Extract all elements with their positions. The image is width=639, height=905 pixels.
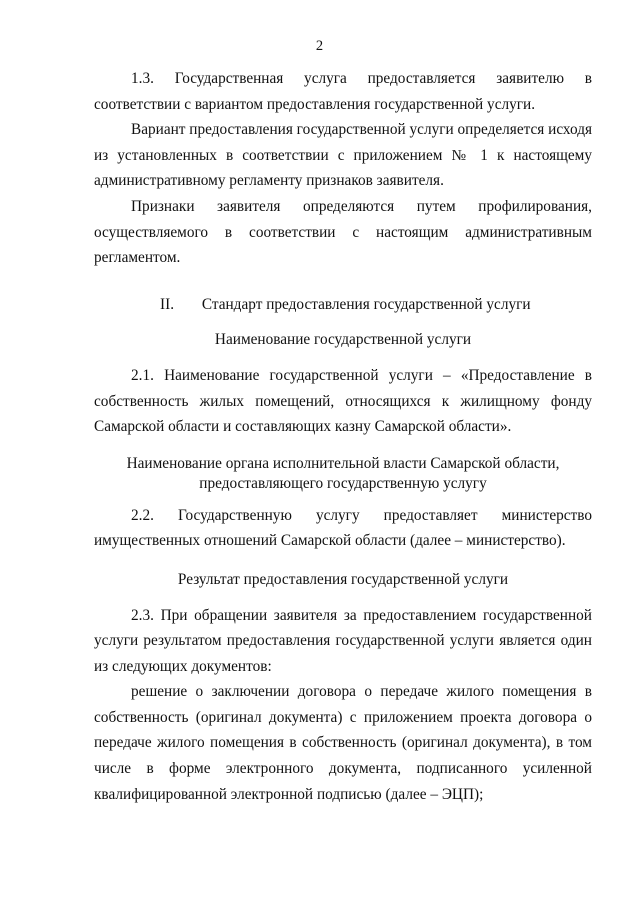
paragraph-1-3: 1.3. Государственная услуга предоставляется заявителю в соответствии с вариантом предоставления государственной услуги. (94, 70, 592, 113)
section-title-text: Стандарт предоставления государственной услуги (201, 295, 531, 313)
paragraph-2-3: 2.3. При обращении заявителя за предоставлением государственной услуги результатом предоставления государственной услуги является один из следующих документов: (94, 606, 592, 675)
page-number: 2 (315, 38, 324, 54)
paragraph-2-1: 2.1. Наименование государственной услуги – «Предоставление в собственность жилых помещений, относящихся к жилищному фонду Самарской области и составляющих казну Самарской области». (94, 366, 592, 436)
heading-organ-line-1: Наименование органа исполнительной власти Самарской области, (126, 454, 560, 472)
document-body (94, 66, 592, 807)
paragraph-2-2: 2.2. Государственную услугу предоставляет министерство имущественных отношений Самарской области (далее – министерство). (94, 506, 592, 550)
heading-result: Результат предоставления государственной услуги (177, 570, 509, 588)
section-title (94, 292, 592, 318)
paragraph-variant: Вариант предоставления государственной услуги определяется исходя из установленных в соответствии с приложением № 1 к настоящему административному регламенту признаков заявителя. (94, 121, 593, 190)
paragraph-signs: Признаки заявителя определяются путем профилирования, осуществляемого в соответствии с настоящим административным регламентом. (94, 197, 592, 267)
heading-organ (94, 454, 592, 494)
heading-organ-line-2: предоставляющего государственную услугу (199, 474, 487, 492)
paragraph-decision: решение о заключении договора о передаче жилого помещения в собственность (оригинал документа) с приложением проекта договора о передаче жилого помещения в собственность (оригинал документа), в том числе в форме электронного документа, подписанного усиленной квалифицированной электронной подписью (далее – ЭЦП); (94, 683, 592, 803)
section-number: II. (160, 295, 175, 313)
heading-service-name: Наименование государственной услуги (214, 331, 472, 349)
